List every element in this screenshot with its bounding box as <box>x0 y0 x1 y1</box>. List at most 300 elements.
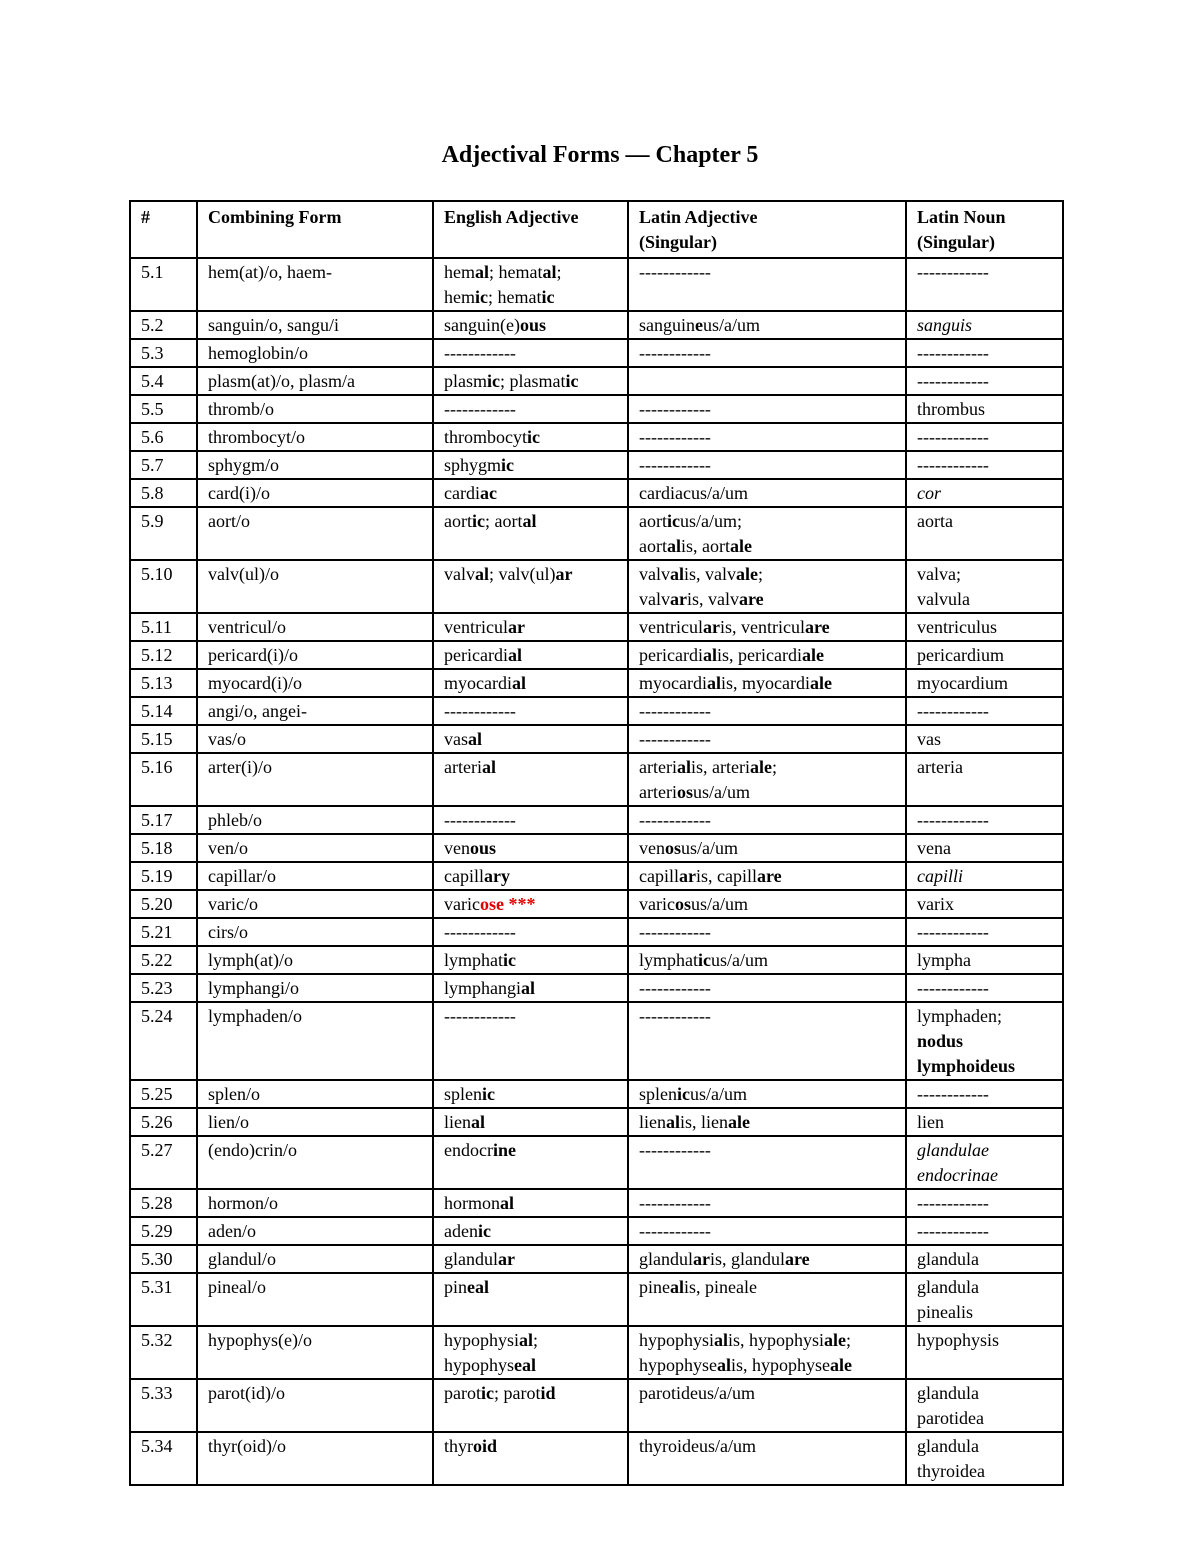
cell-line <box>917 699 1054 724</box>
text-segment: cor <box>917 483 941 503</box>
text-segment: glandula <box>917 1436 979 1456</box>
cell-latin-noun <box>906 1108 1063 1136</box>
cell-latin-noun <box>906 834 1063 862</box>
cell-latin-adjective <box>628 806 906 834</box>
cell-combining-form <box>197 367 433 395</box>
text-segment: lymphangi <box>444 978 521 998</box>
table-row <box>130 339 1063 367</box>
text-segment: ar <box>498 1249 515 1269</box>
header-latin-noun <box>906 201 1063 258</box>
text-segment: are <box>756 866 782 886</box>
text-segment: lien/o <box>208 1112 249 1132</box>
cell-line <box>917 425 1054 450</box>
text-segment: ary <box>483 866 510 886</box>
text-segment: parot(id)/o <box>208 1383 285 1403</box>
text-segment: id <box>540 1383 556 1403</box>
cell-latin-adjective <box>628 890 906 918</box>
text-segment: ; hemat <box>488 287 542 307</box>
cell-latin-noun <box>906 862 1063 890</box>
text-segment: ine <box>492 1140 516 1160</box>
text-segment: aden/o <box>208 1221 256 1241</box>
text-segment: ale <box>749 757 772 777</box>
text-segment: al <box>500 1193 515 1213</box>
cell-line <box>444 836 619 861</box>
cell-line <box>444 1110 619 1135</box>
cell-number: 5.15 <box>130 725 197 753</box>
text-segment: hem(at)/o, haem- <box>208 262 332 282</box>
cell-english-adjective <box>433 946 628 974</box>
cell-line <box>917 1110 1054 1135</box>
text-segment: al <box>507 645 522 665</box>
cell-combining-form <box>197 1080 433 1108</box>
text-segment: ------------ <box>444 701 516 721</box>
cell-latin-adjective <box>628 974 906 1002</box>
cell-line <box>917 1191 1054 1216</box>
cell-line <box>639 1275 897 1300</box>
cell-line <box>444 509 619 534</box>
cell-english-adjective <box>433 669 628 697</box>
text-segment: os <box>674 894 691 914</box>
cell-line <box>917 260 1054 285</box>
text-segment: splen <box>444 1084 482 1104</box>
cell-line <box>208 341 424 366</box>
text-segment: nodus <box>917 1031 964 1051</box>
cell-latin-adjective <box>628 1136 906 1189</box>
text-segment: al <box>706 673 721 693</box>
cell-english-adjective <box>433 862 628 890</box>
text-segment: vas <box>917 729 941 749</box>
cell-combining-form <box>197 946 433 974</box>
text-segment: pineal/o <box>208 1277 266 1297</box>
text-segment: al <box>714 1330 729 1350</box>
cell-line <box>917 1247 1054 1272</box>
cell-number: 5.11 <box>130 613 197 641</box>
cell-number: 5.32 <box>130 1326 197 1379</box>
text-segment: are <box>739 589 764 609</box>
cell-combining-form <box>197 890 433 918</box>
text-segment: ------------ <box>917 1193 989 1213</box>
text-segment: valv <box>639 564 670 584</box>
text-segment: ------------ <box>917 455 989 475</box>
text-segment: capillar/o <box>208 866 276 886</box>
cell-english-adjective <box>433 451 628 479</box>
text-segment: pine <box>639 1277 670 1297</box>
cell-latin-adjective <box>628 613 906 641</box>
text-segment: us/a/um <box>711 950 768 970</box>
text-segment: us/a/um; <box>679 511 742 531</box>
text-segment: pericardium <box>917 645 1004 665</box>
text-segment: eal <box>514 1355 537 1375</box>
text-segment: al <box>542 262 557 282</box>
text-segment: thrombus <box>917 399 986 419</box>
cell-line <box>639 836 897 861</box>
cell-english-adjective <box>433 1379 628 1432</box>
text-segment: ic <box>477 1221 491 1241</box>
cell-line <box>208 1247 424 1272</box>
cell-line <box>208 727 424 752</box>
adjectival-forms-table <box>129 200 1064 1486</box>
text-segment: ale <box>824 1330 847 1350</box>
table-row <box>130 725 1063 753</box>
text-segment: sanguin <box>639 315 695 335</box>
cell-line <box>208 1219 424 1244</box>
cell-latin-adjective <box>628 834 906 862</box>
cell-line <box>444 562 619 587</box>
text-segment: card(i)/o <box>208 483 270 503</box>
text-segment: aort/o <box>208 511 250 531</box>
table-row <box>130 1379 1063 1432</box>
text-segment: sanguis <box>917 315 973 335</box>
cell-combining-form <box>197 560 433 613</box>
cell-line <box>444 397 619 422</box>
text-segment: thyroidea <box>917 1461 985 1481</box>
cell-english-adjective <box>433 806 628 834</box>
cell-line <box>917 836 1054 861</box>
text-segment: glandul <box>639 1249 693 1269</box>
text-segment: ------------ <box>639 343 711 363</box>
text-segment: al <box>475 262 490 282</box>
cell-line <box>639 615 897 640</box>
cell-combining-form <box>197 1189 433 1217</box>
text-segment: parot <box>444 1383 481 1403</box>
text-segment: arter(i)/o <box>208 757 272 777</box>
table-row <box>130 367 1063 395</box>
cell-latin-adjective <box>628 1108 906 1136</box>
table-row <box>130 806 1063 834</box>
text-segment: ale <box>736 564 759 584</box>
text-segment: eal <box>467 1277 490 1297</box>
cell-line <box>917 313 1054 338</box>
cell-combining-form <box>197 1326 433 1379</box>
text-segment: hemoglobin/o <box>208 343 308 363</box>
table-row <box>130 1217 1063 1245</box>
cell-line <box>208 699 424 724</box>
cell-line <box>639 892 897 917</box>
cell-combining-form <box>197 974 433 1002</box>
cell-combining-form <box>197 507 433 560</box>
cell-latin-noun <box>906 697 1063 725</box>
cell-line <box>208 615 424 640</box>
cell-latin-adjective <box>628 669 906 697</box>
page-title: Adjectival Forms — Chapter 5 <box>441 142 759 168</box>
text-segment: ven <box>639 838 665 858</box>
table-row <box>130 753 1063 806</box>
cell-line <box>639 425 897 450</box>
text-segment: us/a/um <box>692 782 750 802</box>
cell-line <box>917 755 1054 780</box>
cell-number: 5.21 <box>130 918 197 946</box>
cell-line <box>917 920 1054 945</box>
text-segment: thrombocyt <box>444 427 527 447</box>
cell-line <box>917 587 1054 612</box>
cell-combining-form <box>197 1217 433 1245</box>
cell-latin-adjective <box>628 753 906 806</box>
cell-latin-noun <box>906 918 1063 946</box>
text-segment: glandul <box>444 1249 498 1269</box>
text-segment: are <box>804 617 830 637</box>
text-segment: myocardi <box>639 673 707 693</box>
text-segment: aorta <box>917 511 953 531</box>
text-segment: hem <box>444 287 475 307</box>
cell-number: 5.1 <box>130 258 197 311</box>
table-row <box>130 697 1063 725</box>
header-latin-adjective <box>628 201 906 258</box>
text-segment: ic <box>677 1084 690 1104</box>
text-segment: us/a/um <box>681 838 739 858</box>
cell-latin-adjective <box>628 339 906 367</box>
cell-line <box>208 920 424 945</box>
text-segment: al <box>670 564 685 584</box>
cell-number: 5.10 <box>130 560 197 613</box>
text-segment: lymphat <box>639 950 698 970</box>
table-row <box>130 479 1063 507</box>
cell-latin-adjective <box>628 1432 906 1485</box>
text-segment: ------------ <box>444 922 516 942</box>
text-segment: al <box>670 1277 685 1297</box>
text-segment: vas/o <box>208 729 246 749</box>
cell-line <box>444 313 619 338</box>
cell-line <box>917 1082 1054 1107</box>
text-segment: ous <box>470 838 497 858</box>
cell-latin-noun <box>906 395 1063 423</box>
text-segment: ; <box>846 1330 852 1350</box>
cell-english-adjective <box>433 1273 628 1326</box>
table-row <box>130 918 1063 946</box>
text-segment: is, valv <box>684 564 737 584</box>
cell-line <box>917 562 1054 587</box>
cell-latin-adjective <box>628 725 906 753</box>
cell-latin-noun <box>906 669 1063 697</box>
cell-english-adjective <box>433 1080 628 1108</box>
text-segment: ale <box>801 645 824 665</box>
cell-latin-adjective <box>628 1217 906 1245</box>
text-segment: aort <box>639 511 667 531</box>
text-segment: ------------ <box>639 1193 711 1213</box>
cell-line <box>639 509 897 534</box>
cell-combining-form <box>197 479 433 507</box>
cell-line <box>208 481 424 506</box>
text-segment: arteria <box>917 757 963 777</box>
cell-line <box>208 313 424 338</box>
text-segment: ose *** <box>479 894 536 914</box>
cell-line <box>444 481 619 506</box>
table-row <box>130 395 1063 423</box>
cell-line <box>444 976 619 1001</box>
text-segment: ale <box>736 1277 757 1297</box>
text-segment: endocr <box>444 1140 493 1160</box>
cell-line <box>208 671 424 696</box>
cell-line <box>917 976 1054 1001</box>
text-segment: ; parot <box>493 1383 541 1403</box>
text-segment: glandula <box>917 1277 979 1297</box>
table-row <box>130 1273 1063 1326</box>
cell-line <box>639 1191 897 1216</box>
text-segment: phleb/o <box>208 810 262 830</box>
text-segment: ale <box>730 536 752 556</box>
cell-line <box>208 1004 424 1029</box>
cell-line <box>917 1138 1054 1163</box>
cell-english-adjective <box>433 311 628 339</box>
text-segment: al <box>676 757 691 777</box>
cell-line <box>917 727 1054 752</box>
text-segment: ar <box>702 617 720 637</box>
header-line: Latin Adjective <box>639 207 758 227</box>
cell-combining-form <box>197 806 433 834</box>
cell-latin-adjective <box>628 479 906 507</box>
text-segment: ------------ <box>639 729 711 749</box>
cell-combining-form <box>197 1136 433 1189</box>
text-segment: ventricul/o <box>208 617 286 637</box>
cell-english-adjective <box>433 1432 628 1485</box>
cell-line <box>639 643 897 668</box>
text-segment: ar <box>507 617 525 637</box>
text-segment: ic <box>475 287 488 307</box>
cell-latin-adjective <box>628 862 906 890</box>
cell-number: 5.3 <box>130 339 197 367</box>
cell-combining-form <box>197 1245 433 1273</box>
table-row <box>130 258 1063 311</box>
table-row <box>130 862 1063 890</box>
text-segment: ic <box>666 511 680 531</box>
table-row <box>130 1108 1063 1136</box>
cell-line <box>208 976 424 1001</box>
text-segment: is, arteri <box>690 757 750 777</box>
cell-number: 5.33 <box>130 1379 197 1432</box>
text-segment: valv(ul)/o <box>208 564 279 584</box>
text-segment: glandula <box>917 1249 979 1269</box>
text-segment: ------------ <box>639 978 711 998</box>
cell-line <box>917 1004 1054 1029</box>
text-segment: glandula <box>917 1383 979 1403</box>
text-segment: al <box>511 673 526 693</box>
text-segment: varix <box>917 894 954 914</box>
text-segment: ------------ <box>444 399 516 419</box>
cell-latin-noun <box>906 974 1063 1002</box>
text-segment: hypophysi <box>639 1330 715 1350</box>
cell-line <box>917 369 1054 394</box>
text-segment: ------------ <box>639 455 711 475</box>
cell-line <box>917 948 1054 973</box>
table-row <box>130 669 1063 697</box>
cell-line <box>444 285 619 310</box>
text-segment: is, glandul <box>710 1249 785 1269</box>
text-segment: ------------ <box>917 1084 989 1104</box>
text-segment: al <box>521 978 536 998</box>
cell-line <box>639 755 897 780</box>
cell-line <box>444 615 619 640</box>
cell-line <box>639 341 897 366</box>
table-row <box>130 974 1063 1002</box>
header-english-adjective <box>433 201 628 258</box>
cell-latin-adjective <box>628 1379 906 1432</box>
cell-latin-adjective <box>628 423 906 451</box>
text-segment: ; <box>758 564 764 584</box>
text-segment: us/a/um <box>691 894 748 914</box>
text-segment: aort <box>444 511 472 531</box>
cell-number: 5.14 <box>130 697 197 725</box>
text-segment: thromb/o <box>208 399 274 419</box>
cell-line <box>444 948 619 973</box>
text-segment: ------------ <box>917 427 989 447</box>
cell-line <box>208 562 424 587</box>
cell-latin-noun <box>906 725 1063 753</box>
cell-line <box>917 1219 1054 1244</box>
text-segment: ------------ <box>639 1140 711 1160</box>
cell-combining-form <box>197 258 433 311</box>
cell-latin-adjective <box>628 311 906 339</box>
table-body <box>130 258 1063 1485</box>
text-segment: lymphaden/o <box>208 1006 302 1026</box>
table-row <box>130 946 1063 974</box>
cell-line <box>444 1328 619 1353</box>
text-segment: ; <box>771 757 777 777</box>
cell-combining-form <box>197 1432 433 1485</box>
cell-english-adjective <box>433 423 628 451</box>
cell-line <box>208 836 424 861</box>
cell-english-adjective <box>433 395 628 423</box>
text-segment: ------------ <box>444 810 516 830</box>
header-combining-form <box>197 201 433 258</box>
cell-latin-adjective <box>628 367 906 395</box>
text-segment: pinealis <box>917 1302 973 1322</box>
text-segment: pericard(i)/o <box>208 645 298 665</box>
cell-combining-form <box>197 1379 433 1432</box>
cell-line <box>444 341 619 366</box>
cell-line <box>444 1434 619 1459</box>
cell-line <box>444 369 619 394</box>
text-segment: pin <box>444 1277 468 1297</box>
cell-line <box>444 1004 619 1029</box>
cell-combining-form <box>197 451 433 479</box>
cell-line <box>639 727 897 752</box>
text-segment: vena <box>917 838 951 858</box>
text-segment: is, myocardi <box>721 673 810 693</box>
text-segment: is, valv <box>687 589 739 609</box>
cell-line <box>639 453 897 478</box>
cell-line <box>444 1219 619 1244</box>
cell-line <box>639 397 897 422</box>
cell-line <box>917 341 1054 366</box>
text-segment: ; hemat <box>489 262 543 282</box>
cell-line <box>444 755 619 780</box>
cell-english-adjective <box>433 367 628 395</box>
text-segment: ventricul <box>639 617 703 637</box>
text-segment: ic <box>487 371 500 391</box>
text-segment: oid <box>473 1436 498 1456</box>
table-row <box>130 451 1063 479</box>
cell-line <box>208 1082 424 1107</box>
text-segment: is, hypophysi <box>728 1330 825 1350</box>
text-segment: ------------ <box>917 978 989 998</box>
text-segment: varic/o <box>208 894 258 914</box>
cell-combining-form <box>197 613 433 641</box>
cell-line <box>208 948 424 973</box>
cell-line <box>444 920 619 945</box>
text-segment: valvula <box>917 589 970 609</box>
cell-line <box>639 313 897 338</box>
text-segment: myocardi <box>444 673 512 693</box>
cell-line <box>208 1110 424 1135</box>
text-segment: cardiacus/a/um <box>639 483 748 503</box>
cell-line <box>917 1434 1054 1459</box>
text-segment: is, pine <box>684 1277 737 1297</box>
cell-latin-noun <box>906 423 1063 451</box>
cell-number: 5.34 <box>130 1432 197 1485</box>
text-segment: arteri <box>639 757 677 777</box>
text-segment: capill <box>639 866 679 886</box>
text-segment: ar <box>678 866 696 886</box>
header-line: Combining Form <box>208 207 342 227</box>
